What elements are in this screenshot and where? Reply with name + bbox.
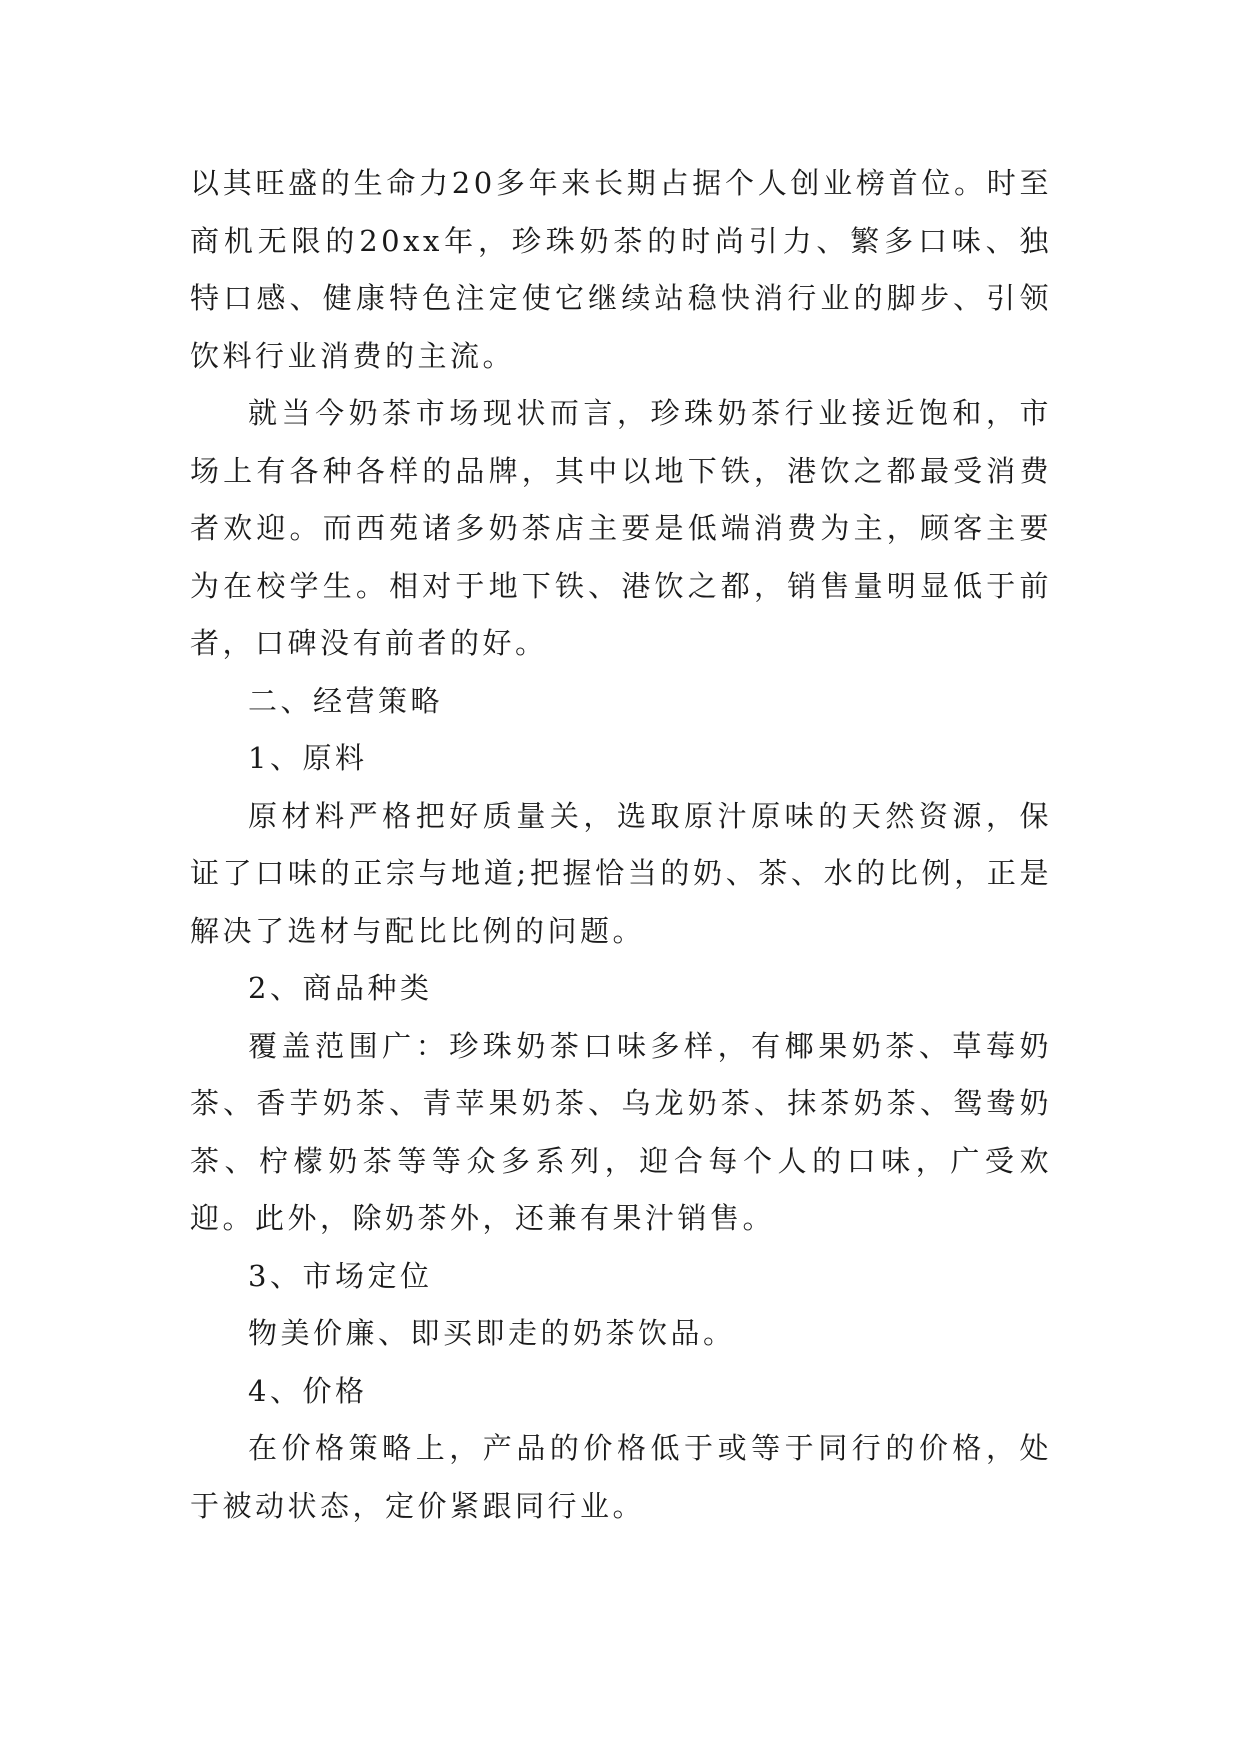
product-types-paragraph: 覆盖范围广：珍珠奶茶口味多样，有椰果奶茶、草莓奶茶、香芋奶茶、青苹果奶茶、乌龙奶茶、抹茶奶茶、鸳鸯奶茶、柠檬奶茶等等众多系列，迎合每个人的口味，广受欢迎。此外，除奶茶外，还兼有果汁销售。 bbox=[190, 1028, 1052, 1235]
section-heading-strategy: 二、经营策略 bbox=[248, 683, 444, 718]
document-body bbox=[190, 155, 1052, 1535]
market-status-paragraph: 就当今奶茶市场现状而言，珍珠奶茶行业接近饱和，市场上有各种各样的品牌，其中以地下铁，港饮之都最受消费者欢迎。而西苑诸多奶茶店主要是低端消费为主，顾客主要为在校学生。相对于地下铁、港饮之都，销售量明显低于前者，口碑没有前者的好。 bbox=[190, 396, 1052, 660]
subheading-market-positioning: 3、市场定位 bbox=[248, 1258, 433, 1293]
price-paragraph: 在价格策略上，产品的价格低于或等于同行的价格，处于被动状态，定价紧跟同行业。 bbox=[190, 1431, 1052, 1523]
subheading-raw-materials: 1、原料 bbox=[248, 741, 368, 775]
market-positioning-paragraph: 物美价廉、即买即走的奶茶饮品。 bbox=[248, 1316, 736, 1350]
raw-materials-paragraph: 原材料严格把好质量关，选取原汁原味的天然资源，保证了口味的正宗与地道;把握恰当的奶、茶、水的比例，正是解决了选材与配比比例的问题。 bbox=[190, 798, 1052, 948]
subheading-product-types: 2、商品种类 bbox=[248, 971, 433, 1005]
continuation-paragraph: 以其旺盛的生命力20多年来长期占据个人创业榜首位。时至商机无限的20xx年，珍珠奶茶的时尚引力、繁多口味、独特口感、健康特色注定使它继续站稳快消行业的脚步、引领饮料行业消费的主流。 bbox=[190, 166, 1052, 373]
subheading-price: 4、价格 bbox=[248, 1373, 368, 1408]
